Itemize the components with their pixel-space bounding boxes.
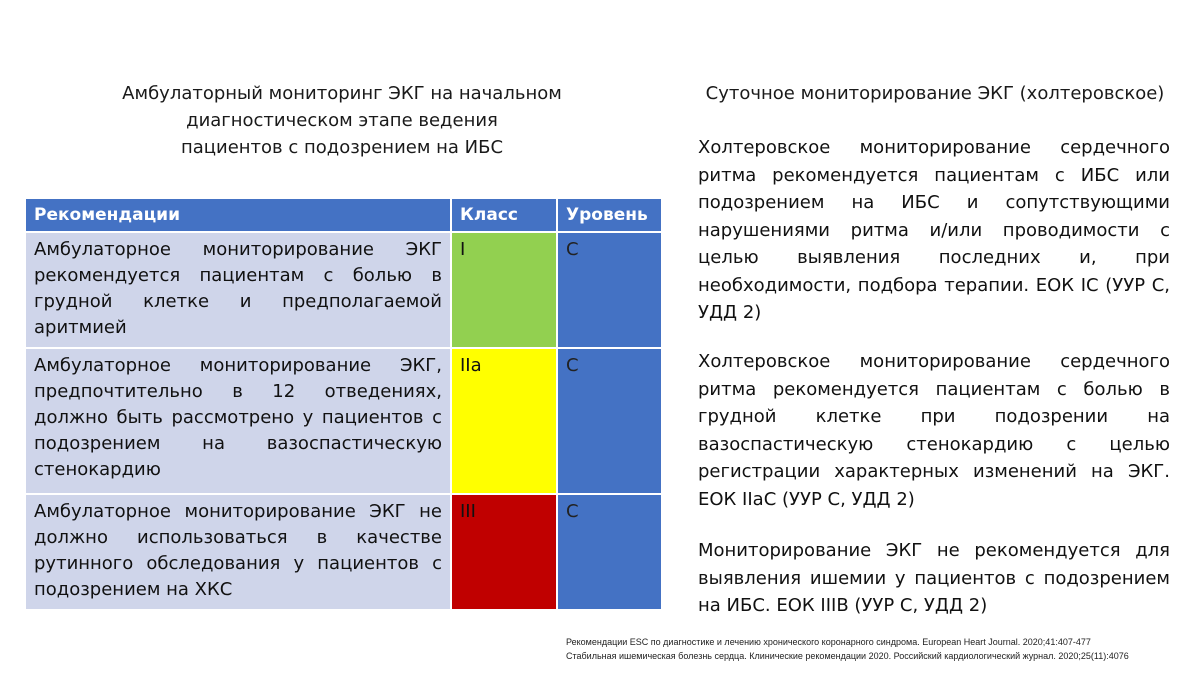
class-cell: IIa <box>451 348 557 494</box>
level-cell: C <box>557 232 662 348</box>
left-title-line-2: диагностическом этапе ведения <box>186 110 498 131</box>
left-title-line-1: Амбулаторный мониторинг ЭКГ на начальном <box>122 83 562 104</box>
recommendation-text: Амбулаторное мониторирование ЭКГ рекомендуется пациентам с болью в грудной клетке и предполагаемой аритмией <box>25 232 451 348</box>
left-title-line-3: пациентов с подозрением на ИБС <box>180 137 504 158</box>
level-cell: C <box>557 348 662 494</box>
reference-2: Стабильная ишемическая болезнь сердца. Клинические рекомендации 2020. Российский кардиологический журнал. 2020;25(11):4076 <box>566 651 1129 661</box>
holter-paragraph-2: Холтеровское мониторирование сердечного ритма рекомендуется пациентам с болью в грудной клетке при подозрении на вазоспастическую стенокардию с целью регистрации характерных изменений на ЭКГ. ЕОК IIaC (УУР C, УДД 2) <box>698 351 1170 510</box>
holter-paragraph-3: Мониторирование ЭКГ не рекомендуется для выявления ишемии у пациентов с подозрением на ИБС. ЕОК IIIB (УУР C, УДД 2) <box>698 540 1170 616</box>
table-row <box>25 232 662 348</box>
header-class: Класс <box>451 198 557 232</box>
references <box>566 635 1196 663</box>
left-slide-title <box>22 80 662 161</box>
table-header-row <box>25 198 662 232</box>
reference-1: Рекомендации ESC по диагностике и лечению хронического коронарного синдрома. European Heart Journal. 2020;41:407-477 <box>566 637 1091 647</box>
header-recommendations: Рекомендации <box>25 198 451 232</box>
recommendation-text: Амбулаторное мониторирование ЭКГ, предпочтительно в 12 отведениях, должно быть рассмотрено у пациентов с подозрением на вазоспастическую стенокардию <box>25 348 451 494</box>
holter-paragraph-1: Холтеровское мониторирование сердечного ритма рекомендуется пациентам с ИБС или подозрением на ИБС и сопутствующими нарушениями ритма и/или проводимости с целью выявления последних и, при необходимости, подбора терапии. ЕОК IC (УУР C, УДД 2) <box>698 137 1170 323</box>
recommendation-text: Амбулаторное мониторирование ЭКГ не должно использоваться в качестве рутинного обследования у пациентов с подозрением на ХКС <box>25 494 451 610</box>
table-row <box>25 494 662 610</box>
class-cell: I <box>451 232 557 348</box>
level-cell: C <box>557 494 662 610</box>
recommendations-table <box>24 197 663 611</box>
table-row <box>25 348 662 494</box>
right-section-title: Суточное мониторирование ЭКГ (холтеровское) <box>705 83 1165 104</box>
header-level: Уровень <box>557 198 662 232</box>
class-cell: III <box>451 494 557 610</box>
